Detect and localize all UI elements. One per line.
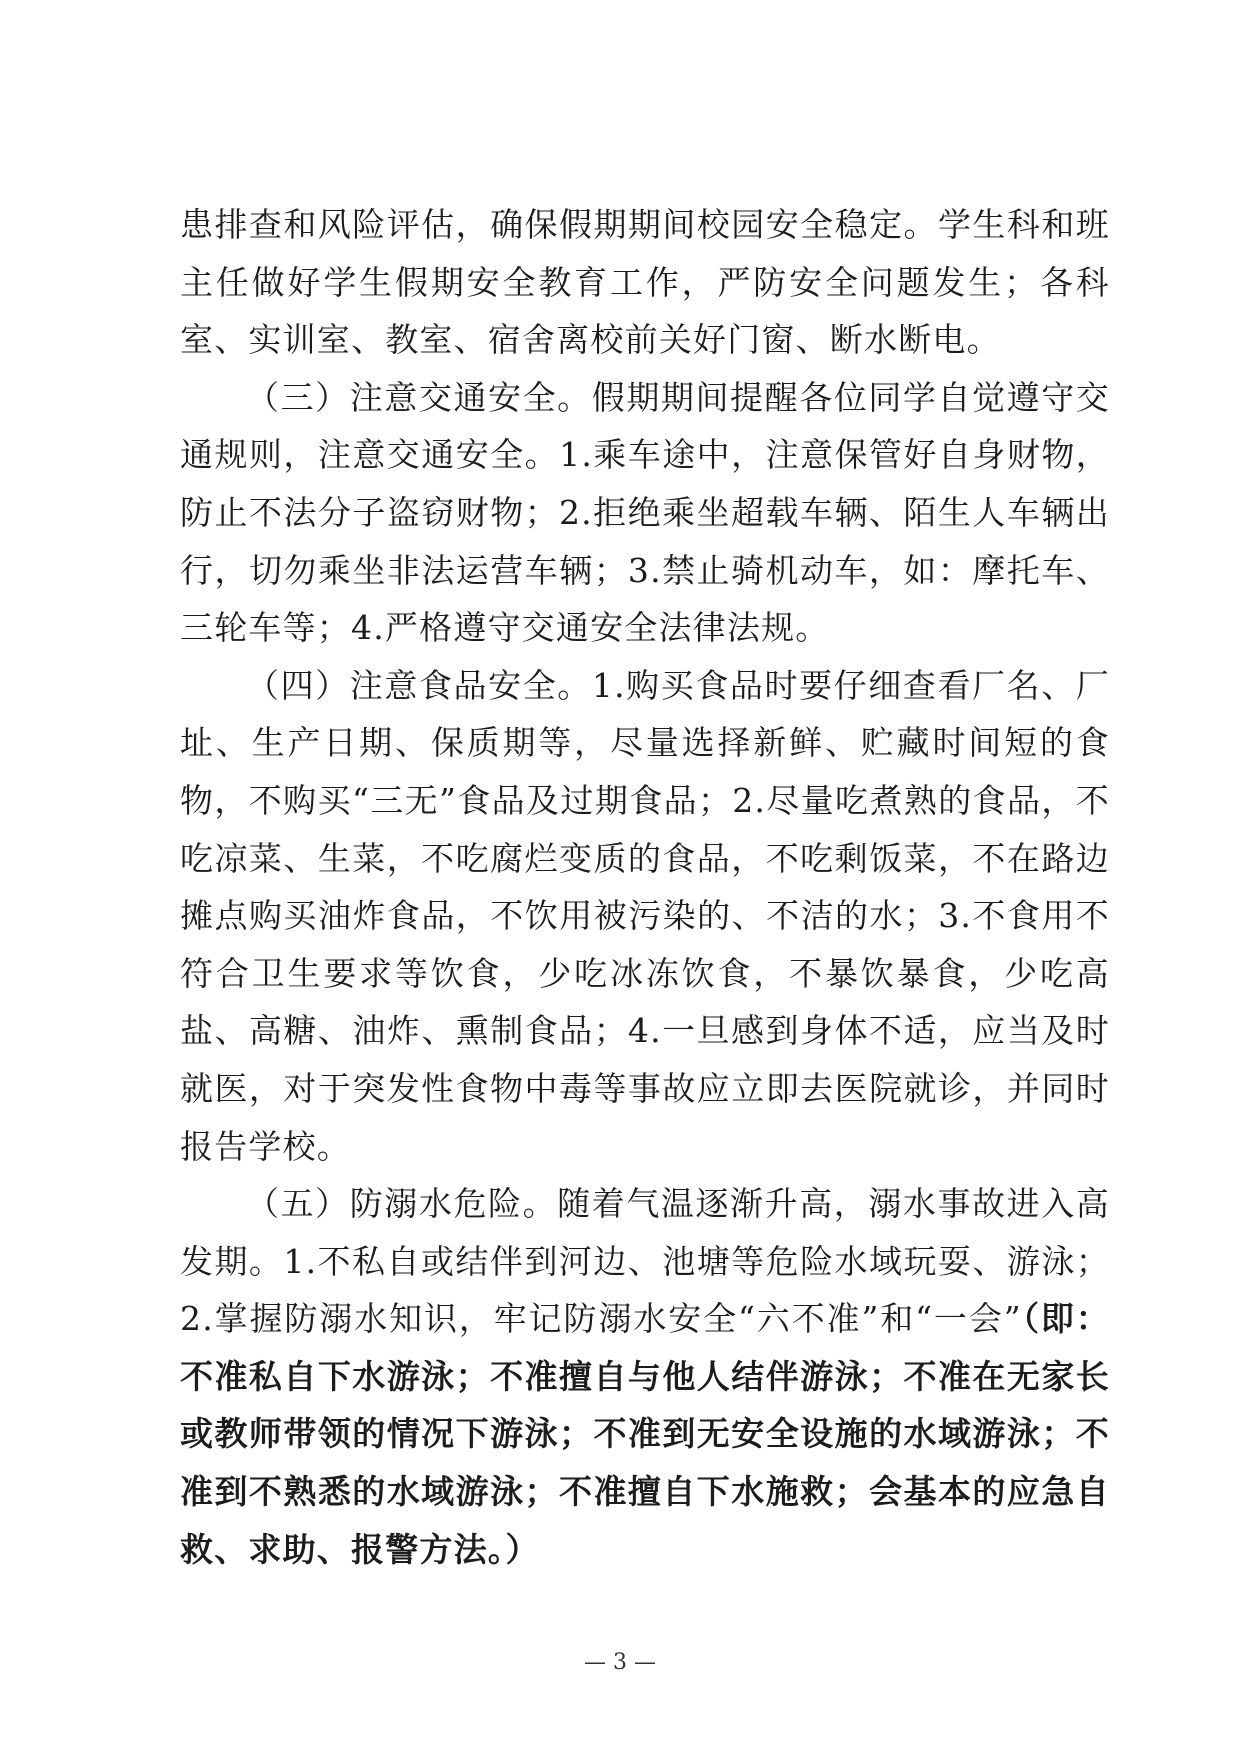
paragraph-drowning-prevention <box>180 1175 1110 1578</box>
page-number <box>0 1650 1240 1675</box>
paragraph-continued: 患排查和风险评估，确保假期期间校园安全稳定。学生科和班主任做好学生假期安全教育工作，严防安全问题发生；各科室、实训室、教室、宿舍离校前关好门窗、断水断电。 <box>180 205 1110 360</box>
paragraph-traffic-safety: （三）注意交通安全。假期期间提醒各位同学自觉遵守交通规则，注意交通安全。1.乘车途中，注意保管好自身财物，防止不法分子盗窃财物；2.拒绝乘坐超载车辆、陌生人车辆出行，切勿乘坐非法运营车辆；3.禁止骑机动车，如：摩托车、三轮车等；4.严格遵守交通安全法律法规。 <box>180 377 1110 648</box>
paragraph-food-safety: （四）注意食品安全。1.购买食品时要仔细查看厂名、厂址、生产日期、保质期等，尽量选择新鲜、贮藏时间短的食物，不购买“三无”食品及过期食品；2.尽量吃煮熟的食品，不吃凉菜、生菜，不吃腐烂变质的食品，不吃剩饭菜，不在路边摊点购买油炸食品，不饮用被污染的、不洁的水；3.不食用不符合卫生要求等饮食，少吃冰冻饮食，不暴饮暴食，少吃高盐、高糖、油炸、熏制食品；4.一旦感到身体不适，应当及时就医，对于突发性食物中毒等事故应立即去医院就诊，并同时报告学校。 <box>180 665 1110 1166</box>
page-number-dash-left: — <box>584 1650 606 1675</box>
page-number-value: 3 <box>613 1650 627 1675</box>
document-body <box>180 196 1110 1578</box>
drowning-text: （五）防溺水危险。随着气温逐渐升高，溺水事故进入高发期。1.不私自或结伴到河边、池塘等危险水域玩耍、游泳；2.掌握防溺水知识，牢记防溺水安全“六不准”和“一会” <box>180 1184 1110 1339</box>
drowning-rules-bold: （即：不准私自下水游泳；不准擅自与他人结伴游泳；不准在无家长或教师带领的情况下游泳；不准到无安全设施的水域游泳；不准到不熟悉的水域游泳；不准擅自下水施救；会基本的应急自救、求助、报警方法。） <box>180 1299 1110 1569</box>
page-number-dash-right: — <box>634 1650 656 1675</box>
